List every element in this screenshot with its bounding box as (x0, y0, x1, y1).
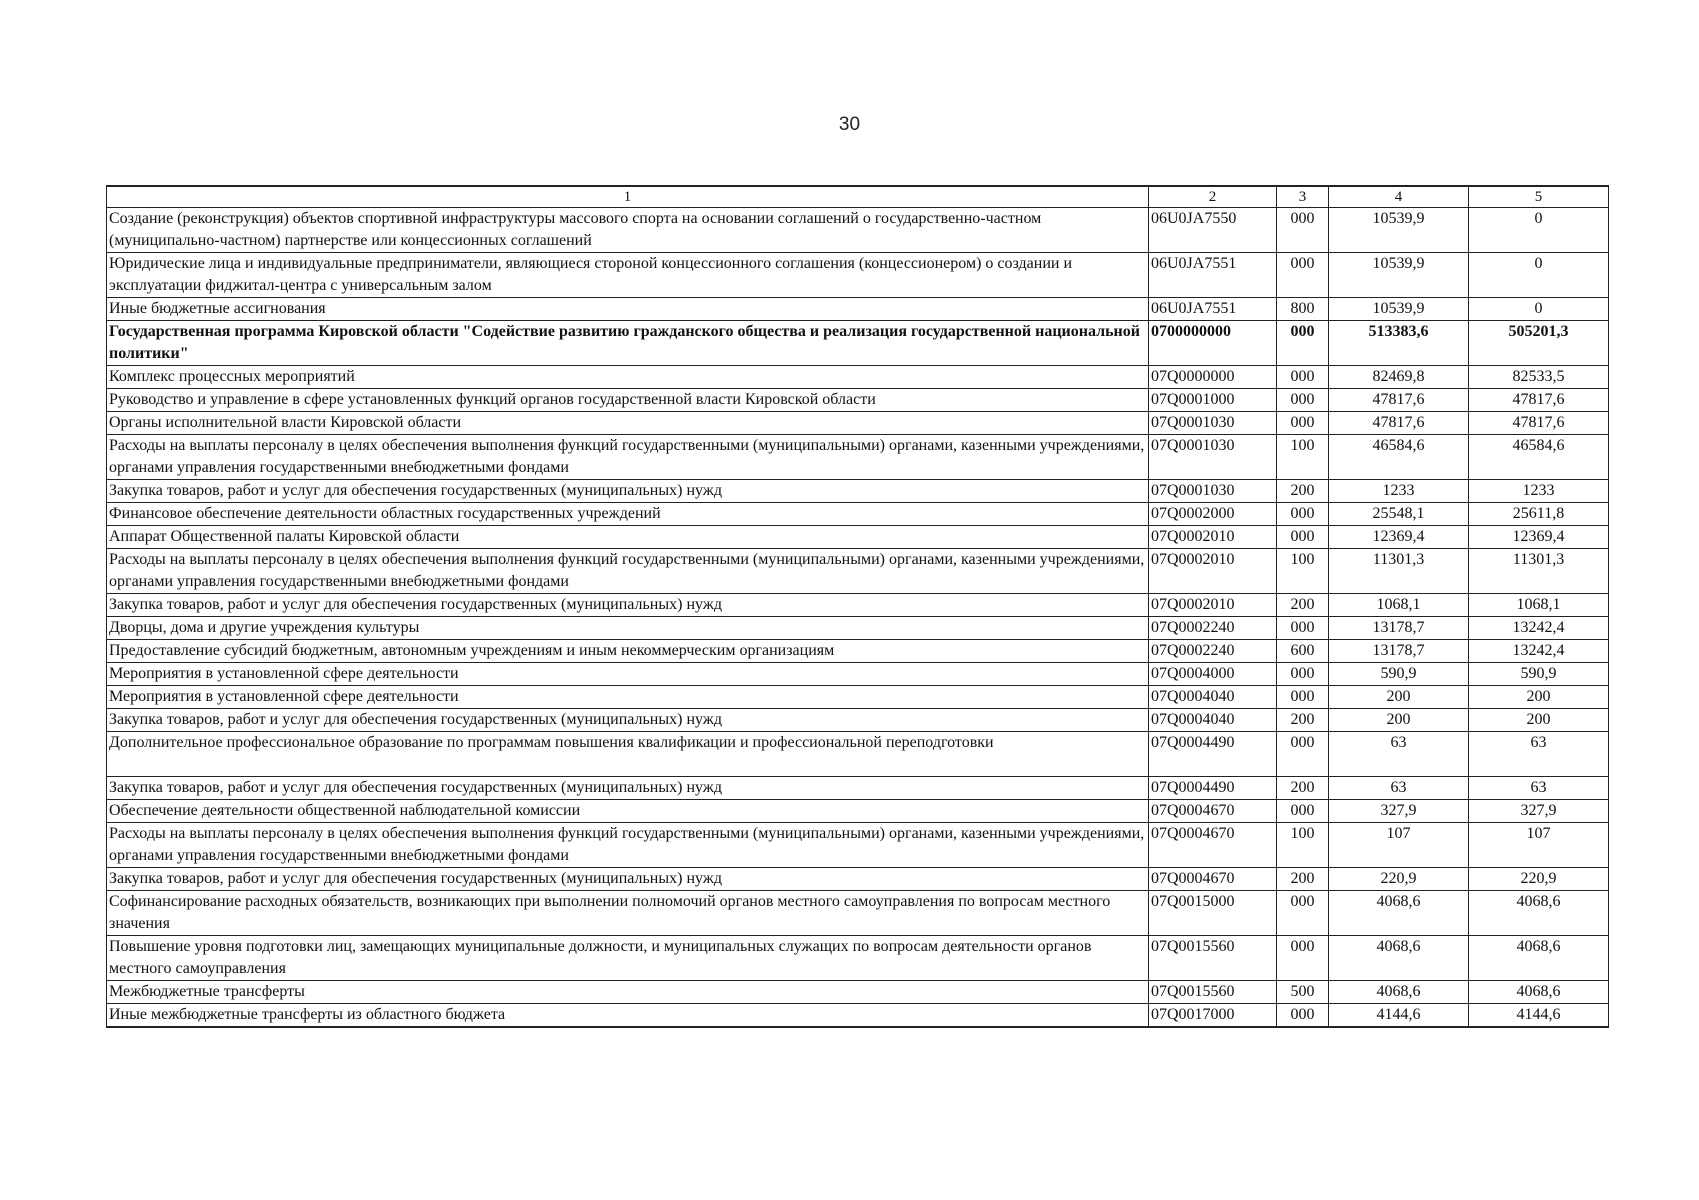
row-value-1-cell: 513383,6 (1329, 321, 1469, 366)
page-number: 30 (838, 114, 861, 135)
row-code-cell: 07Q0015560 (1149, 981, 1277, 1004)
row-type-cell: 200 (1277, 777, 1329, 800)
row-value-1-cell: 10539,9 (1329, 253, 1469, 298)
row-type-cell: 000 (1277, 936, 1329, 981)
table-row (107, 617, 1609, 640)
row-type-cell: 000 (1277, 526, 1329, 549)
row-type-cell: 000 (1277, 389, 1329, 412)
header-col-type: 3 (1277, 186, 1329, 208)
row-code-cell: 07Q0004670 (1149, 868, 1277, 891)
row-code-cell: 06U0JA7550 (1149, 208, 1277, 253)
row-value-2-cell: 590,9 (1469, 663, 1609, 686)
row-type-cell: 200 (1277, 480, 1329, 503)
row-type-cell: 000 (1277, 663, 1329, 686)
row-value-2-cell: 13242,4 (1469, 640, 1609, 663)
table-row (107, 366, 1609, 389)
row-code-cell: 07Q0004490 (1149, 732, 1277, 777)
row-code-cell: 07Q0000000 (1149, 366, 1277, 389)
row-name-cell: Мероприятия в установленной сфере деятельности (107, 663, 1149, 686)
table-row (107, 208, 1609, 253)
row-name-cell: Иные межбюджетные трансферты из областного бюджета (107, 1004, 1149, 1028)
row-code-cell: 0700000000 (1149, 321, 1277, 366)
table-row (107, 936, 1609, 981)
row-name-cell: Расходы на выплаты персоналу в целях обеспечения выполнения функций государственными (муниципальными) органами, казенными учреждениями, органами управления государственными внебюджетными фондами (107, 549, 1149, 594)
row-value-1-cell: 1233 (1329, 480, 1469, 503)
row-value-2-cell: 46584,6 (1469, 435, 1609, 480)
table-row (107, 253, 1609, 298)
row-type-cell: 000 (1277, 732, 1329, 777)
row-value-2-cell: 200 (1469, 709, 1609, 732)
row-type-cell: 000 (1277, 617, 1329, 640)
row-name-cell: Создание (реконструкция) объектов спортивной инфраструктуры массового спорта на основании соглашений о государственно-частном (муниципально-частном) партнерстве или концессионных соглашений (107, 208, 1149, 253)
row-value-2-cell: 4068,6 (1469, 981, 1609, 1004)
row-value-2-cell: 220,9 (1469, 868, 1609, 891)
row-code-cell: 07Q0002010 (1149, 549, 1277, 594)
row-value-2-cell: 13242,4 (1469, 617, 1609, 640)
row-value-1-cell: 47817,6 (1329, 412, 1469, 435)
table-row (107, 823, 1609, 868)
table-row (107, 800, 1609, 823)
row-type-cell: 100 (1277, 435, 1329, 480)
row-type-cell: 200 (1277, 709, 1329, 732)
header-col-code: 2 (1149, 186, 1277, 208)
row-value-1-cell: 25548,1 (1329, 503, 1469, 526)
row-name-cell: Финансовое обеспечение деятельности областных государственных учреждений (107, 503, 1149, 526)
row-value-2-cell: 4068,6 (1469, 891, 1609, 936)
header-col-value-2: 5 (1469, 186, 1609, 208)
table-row (107, 981, 1609, 1004)
row-value-2-cell: 327,9 (1469, 800, 1609, 823)
row-name-cell: Иные бюджетные ассигнования (107, 298, 1149, 321)
row-value-1-cell: 590,9 (1329, 663, 1469, 686)
row-name-cell: Софинансирование расходных обязательств, возникающих при выполнении полномочий органов местного самоуправления по вопросам местного значения (107, 891, 1149, 936)
row-type-cell: 000 (1277, 686, 1329, 709)
row-name-cell: Закупка товаров, работ и услуг для обеспечения государственных (муниципальных) нужд (107, 709, 1149, 732)
table-row (107, 686, 1609, 709)
row-name-cell: Повышение уровня подготовки лиц, замещающих муниципальные должности, и муниципальных служащих по вопросам деятельности органов местного самоуправления (107, 936, 1149, 981)
row-code-cell: 07Q0015560 (1149, 936, 1277, 981)
row-value-1-cell: 82469,8 (1329, 366, 1469, 389)
row-name-cell: Юридические лица и индивидуальные предприниматели, являющиеся стороной концессионного соглашения (концессионером) о создании и эксплуатации фиджитал-центра с универсальным залом (107, 253, 1149, 298)
row-code-cell: 07Q0017000 (1149, 1004, 1277, 1028)
row-value-1-cell: 4068,6 (1329, 936, 1469, 981)
row-code-cell: 07Q0004000 (1149, 663, 1277, 686)
row-value-2-cell: 1233 (1469, 480, 1609, 503)
table-row (107, 663, 1609, 686)
row-type-cell: 500 (1277, 981, 1329, 1004)
row-code-cell: 07Q0002010 (1149, 526, 1277, 549)
row-value-1-cell: 63 (1329, 777, 1469, 800)
table-header (107, 186, 1609, 208)
row-code-cell: 07Q0015000 (1149, 891, 1277, 936)
row-value-2-cell: 0 (1469, 253, 1609, 298)
table-row (107, 594, 1609, 617)
row-value-2-cell: 200 (1469, 686, 1609, 709)
header-col-name: 1 (107, 186, 1149, 208)
row-type-cell: 000 (1277, 208, 1329, 253)
row-value-1-cell: 200 (1329, 709, 1469, 732)
row-value-2-cell: 1068,1 (1469, 594, 1609, 617)
budget-table (106, 185, 1609, 1028)
table-row (107, 321, 1609, 366)
row-value-1-cell: 10539,9 (1329, 208, 1469, 253)
row-type-cell: 000 (1277, 1004, 1329, 1028)
row-value-1-cell: 4068,6 (1329, 981, 1469, 1004)
row-value-1-cell: 4144,6 (1329, 1004, 1469, 1028)
row-code-cell: 07Q0004670 (1149, 823, 1277, 868)
row-name-cell: Предоставление субсидий бюджетным, автономным учреждениям и иным некоммерческим организациям (107, 640, 1149, 663)
table-row (107, 435, 1609, 480)
row-type-cell: 000 (1277, 503, 1329, 526)
row-code-cell: 07Q0001030 (1149, 480, 1277, 503)
row-type-cell: 000 (1277, 321, 1329, 366)
row-code-cell: 06U0JA7551 (1149, 298, 1277, 321)
table-body (107, 208, 1609, 1028)
row-value-1-cell: 107 (1329, 823, 1469, 868)
row-value-1-cell: 13178,7 (1329, 640, 1469, 663)
table-row (107, 732, 1609, 777)
row-name-cell: Государственная программа Кировской области "Содействие развитию гражданского общества и реализация государственной национальной политики" (107, 321, 1149, 366)
table-row (107, 777, 1609, 800)
row-name-cell: Закупка товаров, работ и услуг для обеспечения государственных (муниципальных) нужд (107, 868, 1149, 891)
table-row (107, 526, 1609, 549)
row-name-cell: Расходы на выплаты персоналу в целях обеспечения выполнения функций государственными (муниципальными) органами, казенными учреждениями, органами управления государственными внебюджетными фондами (107, 823, 1149, 868)
table-row (107, 412, 1609, 435)
row-value-2-cell: 4068,6 (1469, 936, 1609, 981)
row-code-cell: 07Q0002000 (1149, 503, 1277, 526)
row-value-1-cell: 4068,6 (1329, 891, 1469, 936)
row-value-1-cell: 220,9 (1329, 868, 1469, 891)
row-value-2-cell: 82533,5 (1469, 366, 1609, 389)
table-row (107, 549, 1609, 594)
table-row (107, 640, 1609, 663)
table-row (107, 389, 1609, 412)
row-code-cell: 07Q0001030 (1149, 435, 1277, 480)
table-row (107, 480, 1609, 503)
row-type-cell: 200 (1277, 868, 1329, 891)
header-col-value-1: 4 (1329, 186, 1469, 208)
row-type-cell: 600 (1277, 640, 1329, 663)
row-name-cell: Аппарат Общественной палаты Кировской области (107, 526, 1149, 549)
row-value-2-cell: 0 (1469, 208, 1609, 253)
header-row (107, 186, 1609, 208)
row-value-2-cell: 107 (1469, 823, 1609, 868)
row-type-cell: 200 (1277, 594, 1329, 617)
row-code-cell: 07Q0004490 (1149, 777, 1277, 800)
row-value-1-cell: 327,9 (1329, 800, 1469, 823)
row-code-cell: 07Q0002240 (1149, 617, 1277, 640)
row-type-cell: 000 (1277, 412, 1329, 435)
row-value-2-cell: 47817,6 (1469, 412, 1609, 435)
row-value-2-cell: 4144,6 (1469, 1004, 1609, 1028)
row-value-1-cell: 200 (1329, 686, 1469, 709)
row-name-cell: Дворцы, дома и другие учреждения культуры (107, 617, 1149, 640)
row-name-cell: Органы исполнительной власти Кировской области (107, 412, 1149, 435)
row-code-cell: 07Q0004670 (1149, 800, 1277, 823)
row-value-1-cell: 1068,1 (1329, 594, 1469, 617)
table-row (107, 868, 1609, 891)
row-value-1-cell: 13178,7 (1329, 617, 1469, 640)
table-row (107, 891, 1609, 936)
row-name-cell: Закупка товаров, работ и услуг для обеспечения государственных (муниципальных) нужд (107, 594, 1149, 617)
row-name-cell: Дополнительное профессиональное образование по программам повышения квалификации и профессиональной переподготовки (107, 732, 1149, 777)
row-name-cell: Руководство и управление в сфере установленных функций органов государственной власти Кировской области (107, 389, 1149, 412)
row-code-cell: 07Q0002010 (1149, 594, 1277, 617)
row-code-cell: 07Q0002240 (1149, 640, 1277, 663)
row-type-cell: 000 (1277, 366, 1329, 389)
row-name-cell: Межбюджетные трансферты (107, 981, 1149, 1004)
row-value-2-cell: 25611,8 (1469, 503, 1609, 526)
row-value-1-cell: 11301,3 (1329, 549, 1469, 594)
table-row (107, 298, 1609, 321)
row-value-2-cell: 12369,4 (1469, 526, 1609, 549)
row-name-cell: Закупка товаров, работ и услуг для обеспечения государственных (муниципальных) нужд (107, 777, 1149, 800)
row-type-cell: 000 (1277, 253, 1329, 298)
row-value-1-cell: 63 (1329, 732, 1469, 777)
row-code-cell: 07Q0004040 (1149, 686, 1277, 709)
row-value-2-cell: 11301,3 (1469, 549, 1609, 594)
row-type-cell: 100 (1277, 823, 1329, 868)
row-name-cell: Комплекс процессных мероприятий (107, 366, 1149, 389)
row-code-cell: 07Q0001000 (1149, 389, 1277, 412)
table-row (107, 1004, 1609, 1028)
row-code-cell: 07Q0001030 (1149, 412, 1277, 435)
row-type-cell: 000 (1277, 891, 1329, 936)
row-type-cell: 000 (1277, 800, 1329, 823)
row-value-1-cell: 10539,9 (1329, 298, 1469, 321)
row-code-cell: 07Q0004040 (1149, 709, 1277, 732)
row-name-cell: Обеспечение деятельности общественной наблюдательной комиссии (107, 800, 1149, 823)
row-type-cell: 800 (1277, 298, 1329, 321)
table-row (107, 503, 1609, 526)
row-value-2-cell: 0 (1469, 298, 1609, 321)
row-value-2-cell: 63 (1469, 732, 1609, 777)
row-name-cell: Мероприятия в установленной сфере деятельности (107, 686, 1149, 709)
row-value-2-cell: 63 (1469, 777, 1609, 800)
row-type-cell: 100 (1277, 549, 1329, 594)
row-name-cell: Закупка товаров, работ и услуг для обеспечения государственных (муниципальных) нужд (107, 480, 1149, 503)
row-code-cell: 06U0JA7551 (1149, 253, 1277, 298)
row-value-1-cell: 12369,4 (1329, 526, 1469, 549)
row-value-1-cell: 46584,6 (1329, 435, 1469, 480)
row-value-2-cell: 505201,3 (1469, 321, 1609, 366)
row-name-cell: Расходы на выплаты персоналу в целях обеспечения выполнения функций государственными (муниципальными) органами, казенными учреждениями, органами управления государственными внебюджетными фондами (107, 435, 1149, 480)
row-value-1-cell: 47817,6 (1329, 389, 1469, 412)
table-row (107, 709, 1609, 732)
row-value-2-cell: 47817,6 (1469, 389, 1609, 412)
